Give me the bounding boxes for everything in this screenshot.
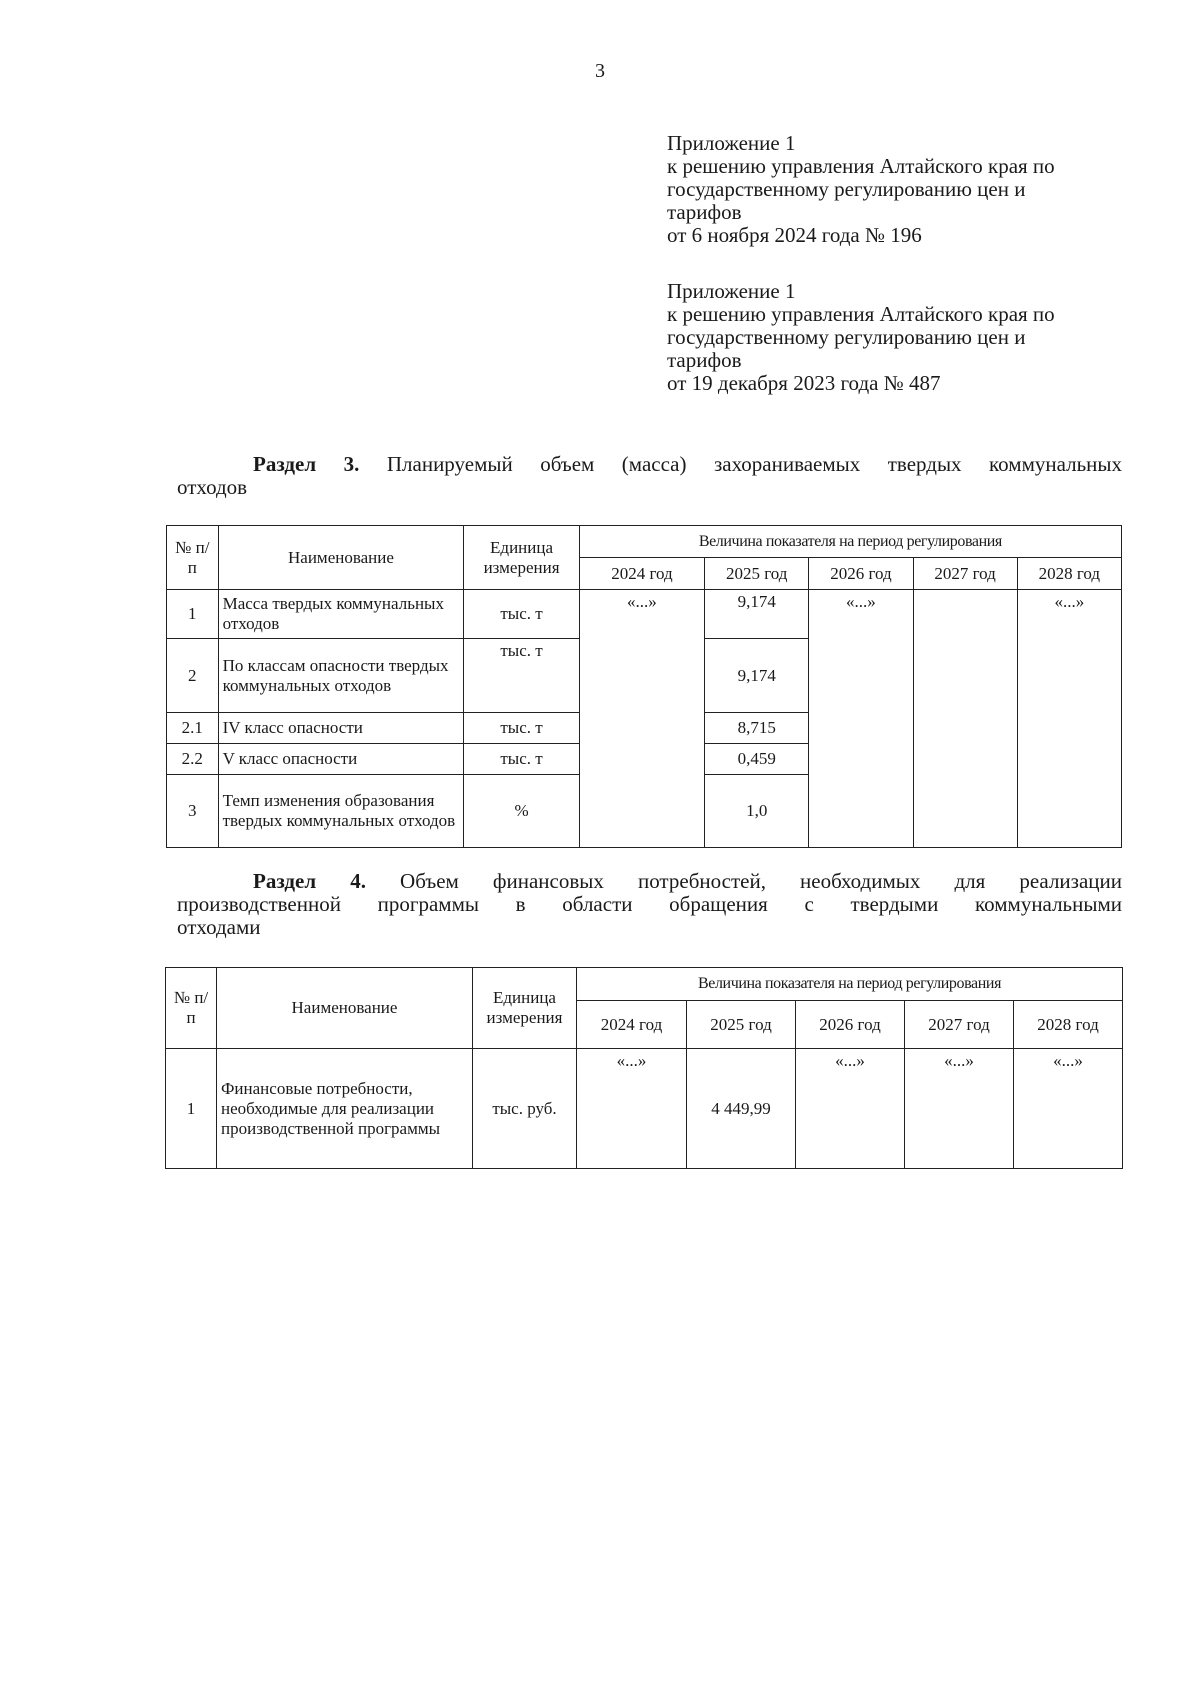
column-header-year: 2028 год — [1014, 1001, 1123, 1049]
value-2025: 4 449,99 — [687, 1049, 796, 1169]
appendix-line: тарифов — [667, 348, 742, 372]
row-unit: тыс. т — [464, 590, 579, 639]
value-2025: 9,174 — [705, 639, 809, 713]
row-number: 3 — [167, 775, 219, 848]
column-header-period-group: Величина показателя на период регулирования — [579, 526, 1121, 558]
appendix-line: государственному регулированию цен и — [667, 325, 1026, 349]
section3-label: Раздел 3. — [253, 452, 360, 476]
value-2027: «...» — [905, 1049, 1014, 1169]
section3-heading — [177, 453, 1122, 499]
row-unit: тыс. т — [464, 639, 579, 713]
table-row — [167, 590, 1122, 639]
column-header-year: 2026 год — [796, 1001, 905, 1049]
column-header-year: 2027 год — [913, 558, 1017, 590]
column-header-year: 2028 год — [1017, 558, 1121, 590]
column-header-unit: Единица измерения — [473, 968, 577, 1049]
row-name: Масса твердых коммунальных отходов — [218, 590, 464, 639]
row-number: 1 — [166, 1049, 217, 1169]
section4-label: Раздел 4. — [253, 869, 366, 893]
column-header-name: Наименование — [217, 968, 473, 1049]
appendix-line: Приложение 1 — [667, 279, 796, 303]
row-unit: тыс. т — [464, 744, 579, 775]
column-header-period-group: Величина показателя на период регулирования — [577, 968, 1123, 1001]
column-header-number: № п/п — [167, 526, 219, 590]
value-2025: 8,715 — [705, 713, 809, 744]
row-name: Финансовые потребности, необходимые для реализации производственной программы — [217, 1049, 473, 1169]
appendix-line: от 6 ноября 2024 года № 196 — [667, 223, 922, 247]
row-number: 2 — [167, 639, 219, 713]
value-2024: «...» — [577, 1049, 687, 1169]
row-unit: тыс. руб. — [473, 1049, 577, 1169]
row-number: 2.1 — [167, 713, 219, 744]
column-header-year: 2024 год — [577, 1001, 687, 1049]
appendix-line: государственному регулированию цен и — [667, 177, 1026, 201]
section3-table — [166, 525, 1122, 848]
appendix-line: к решению управления Алтайского края по — [667, 154, 1055, 178]
section3-title-line2: отходов — [177, 475, 248, 499]
section4-title-line1: Объем финансовых потребностей, необходимых для реализации — [400, 869, 1122, 893]
section4-title-line3: отходами — [177, 915, 261, 939]
column-header-unit: Единица измерения — [464, 526, 579, 590]
row-name: Темп изменения образования твердых коммунальных отходов — [218, 775, 464, 848]
column-header-number: № п/ п — [166, 968, 217, 1049]
appendix-block-current — [667, 132, 1137, 247]
row-number: 1 — [167, 590, 219, 639]
value-2027 — [913, 590, 1017, 848]
value-2028: «...» — [1017, 590, 1121, 848]
value-2026: «...» — [809, 590, 913, 848]
column-header-year: 2027 год — [905, 1001, 1014, 1049]
appendix-block-previous — [667, 280, 1137, 395]
value-2025: 9,174 — [705, 590, 809, 639]
column-header-year: 2025 год — [705, 558, 809, 590]
column-header-year: 2026 год — [809, 558, 913, 590]
appendix-line: тарифов — [667, 200, 742, 224]
value-2025: 1,0 — [705, 775, 809, 848]
table-row — [166, 1049, 1123, 1169]
section4-heading — [177, 870, 1122, 939]
page-number: 3 — [595, 60, 605, 82]
section4-title-line2: производственной программы в области обращения с твердыми коммунальными — [177, 892, 1122, 916]
row-name: По классам опасности твердых коммунальных отходов — [218, 639, 464, 713]
row-unit: % — [464, 775, 579, 848]
section3-title-line1: Планируемый объем (масса) захораниваемых твердых коммунальных — [386, 452, 1123, 476]
row-name: V класс опасности — [218, 744, 464, 775]
section4-table — [165, 967, 1123, 1169]
row-number: 2.2 — [167, 744, 219, 775]
column-header-year: 2024 год — [579, 558, 704, 590]
row-unit: тыс. т — [464, 713, 579, 744]
value-2025: 0,459 — [705, 744, 809, 775]
value-2024: «...» — [579, 590, 704, 848]
column-header-name: Наименование — [218, 526, 464, 590]
appendix-line: Приложение 1 — [667, 131, 796, 155]
row-name: IV класс опасности — [218, 713, 464, 744]
value-2028: «...» — [1014, 1049, 1123, 1169]
column-header-year: 2025 год — [687, 1001, 796, 1049]
appendix-line: к решению управления Алтайского края по — [667, 302, 1055, 326]
value-2026: «...» — [796, 1049, 905, 1169]
appendix-line: от 19 декабря 2023 года № 487 — [667, 371, 941, 395]
